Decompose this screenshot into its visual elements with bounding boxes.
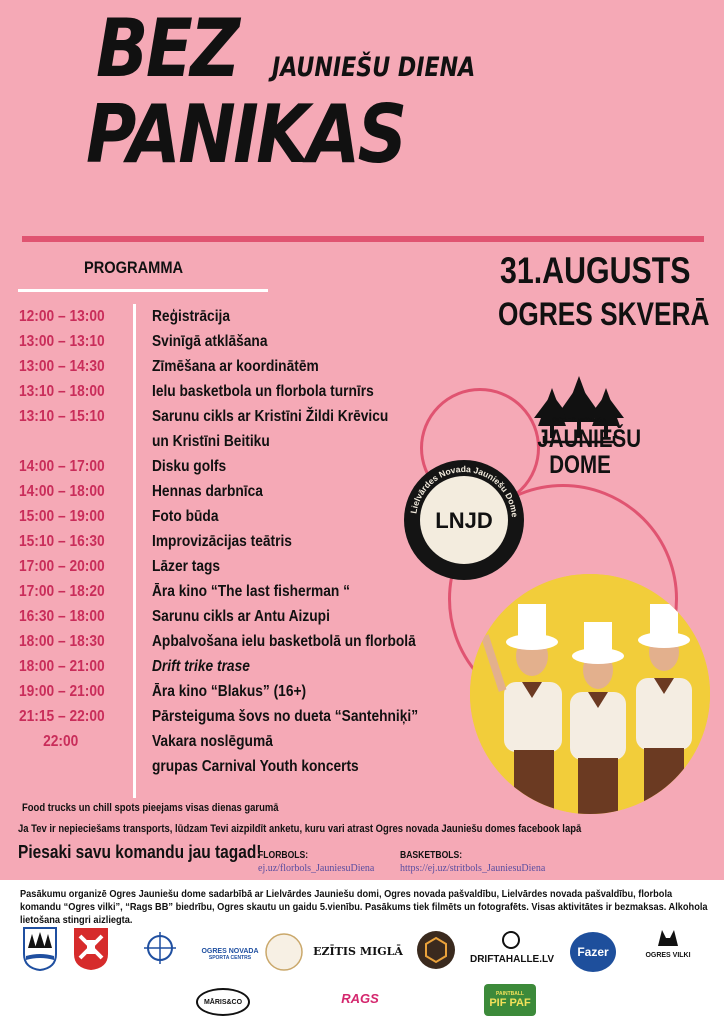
skull-icon <box>500 930 522 952</box>
footer <box>0 880 724 1024</box>
program-activity: Āra kino “Blakus” (16+) <box>152 683 307 700</box>
fazer-logo: Fazer <box>570 932 616 972</box>
program-activity: Foto būda <box>152 508 219 525</box>
spacer <box>19 429 114 454</box>
program-activity: Apbalvošana ielu basketbolā un florbolā <box>152 633 416 650</box>
lnjd-inner <box>420 476 508 564</box>
program-time: 17:00 – 18:20 <box>19 583 105 600</box>
program-time: 15:10 – 16:30 <box>19 533 105 550</box>
program-divider <box>133 304 136 798</box>
program-activity: Lāzer tags <box>152 558 221 575</box>
basketbols-link[interactable]: https://ej.uz/stritbols_JauniesuDiena <box>400 863 546 874</box>
jauniesu-dome-sub: OGRES NOVADA <box>552 418 607 424</box>
sporta-centrs-logo <box>200 938 260 970</box>
lese-logo <box>416 930 456 970</box>
signup-cta: Piesaki savu komandu jau tagad! <box>18 842 262 862</box>
organizers-text: Pasākumu organizē Ogres Jauniešu dome sadarbībā ar Lielvārdes Jauniešu domi, Ogres novada pašvaldību, Lielvārdes novada pašvaldību, florbola komandu “Ogres vilki”, “Rags BB” biedrību, Ogres skautu un gaidu 5.vienību. Pasākums tiek filmēts un fotografēts. Visas aktivitātes ir bezmaksas. Alkoholа lietošana stingri aizliegta. <box>20 888 708 926</box>
jauniesu-dome-title-1: JAUNIEŠU <box>537 425 642 453</box>
event-date: 31.AUGUSTS <box>500 250 691 291</box>
jauniesu-dome-title <box>537 425 642 479</box>
ezitis-migla-logo <box>313 942 403 960</box>
program-activity: Drift trike trase <box>152 658 250 675</box>
program-heading: PROGRAMMA <box>84 258 184 277</box>
lnjd-text: LNJD <box>435 508 493 533</box>
program-time: 17:00 – 20:00 <box>19 558 105 575</box>
title-panikas: PANIKAS <box>86 88 405 181</box>
program-activity: Sarunu cikls ar Kristīni Žildi Krēvicu <box>152 408 389 425</box>
lnjd-badge <box>404 460 524 580</box>
transport-note: Ja Tev ir nepieciešams transports, lūdzam Tevi aizpildīt anketu, kuru vari atrast Ogres novada Jauniešu domes facebook lapā <box>18 823 582 835</box>
jauniesu-dome-title-2: DOME <box>549 451 611 479</box>
program-activity: Disku golfs <box>152 458 227 475</box>
title-subtitle: JAUNIEŠU DIENA <box>272 52 476 83</box>
lnjd-ring-text: Lielvārdes Novada Jauniešu Dome <box>408 463 520 518</box>
program-activity: Zīmēšana ar koordinātēm <box>152 358 319 375</box>
program-time: 13:10 – 18:00 <box>19 383 105 400</box>
program-time: 14:00 – 18:00 <box>19 483 105 500</box>
band-illustration <box>470 574 710 814</box>
program-heading-rule <box>18 289 268 292</box>
program-activity: Sarunu cikls ar Antu Aizupi <box>152 608 330 625</box>
sporta-centrs-line2: SPORTA CENTRS <box>208 954 252 961</box>
program-activity: Pārsteiguma šovs no dueta “Santehniķi” <box>152 708 419 725</box>
lielvarde-coat-of-arms-icon <box>72 926 110 972</box>
ogres-vilki-logo: OGRES VILKI <box>645 951 691 959</box>
program-time: 12:00 – 13:00 <box>19 308 105 325</box>
program-time: 22:00 <box>43 733 79 750</box>
pif-paf-text: PIF PAF <box>489 997 531 1009</box>
program-activity: Reģistrācija <box>152 308 231 325</box>
pif-paf-top: PAINTBALL <box>496 991 524 997</box>
florbols-label: FLORBOLS: <box>258 850 309 861</box>
program-activity-cont: grupas Carnival Youth koncerts <box>152 758 359 775</box>
top-divider <box>22 236 704 242</box>
program-activity-cont: un Kristīni Beitiku <box>152 433 270 450</box>
wolf-icon <box>654 926 682 948</box>
pif-paf-logo <box>484 984 536 1016</box>
program-activity: Āra kino “The last fisherman “ <box>152 583 351 600</box>
program-time: 21:15 – 22:00 <box>19 708 105 725</box>
band-photo <box>470 574 710 814</box>
program-time: 18:00 – 18:30 <box>19 633 105 650</box>
florbols-link[interactable]: ej.uz/florbols_JauniesuDiena <box>258 863 375 874</box>
program-time: 13:00 – 13:10 <box>19 333 105 350</box>
event-place: OGRES SKVERĀ <box>498 296 710 332</box>
rags-logo: RAGS <box>341 990 379 1006</box>
program-time: 18:00 – 21:00 <box>19 658 105 675</box>
food-note: Food trucks un chill spots pieejams visas dienas garumā <box>22 802 279 814</box>
sporta-centrs-line1: OGRES NOVADA <box>201 947 259 955</box>
driftahalle-logo: DRIFTAHALLE.LV <box>469 953 555 965</box>
compass-icon <box>138 930 182 970</box>
program-times <box>19 304 129 754</box>
basketbols-label: BASKETBOLS: <box>400 850 463 861</box>
migla-text: MIGLĀ <box>359 944 403 958</box>
program-activity: Ielu basketbola un florbola turnīrs <box>152 383 374 400</box>
program-activity: Svinīgā atklāšana <box>152 333 268 350</box>
program-activity: Vakara noslēgumā <box>152 733 273 750</box>
program-activity: Hennas darbnīca <box>152 483 263 500</box>
program-time: 14:00 – 17:00 <box>19 458 105 475</box>
program-time: 19:00 – 21:00 <box>19 683 105 700</box>
program-time: 15:00 – 19:00 <box>19 508 105 525</box>
maris-co-logo: MĀRIS&CO <box>196 988 250 1016</box>
round-emblem-icon <box>264 932 304 972</box>
program-activity: Improvizācijas teātris <box>152 533 292 550</box>
title-bez: BEZ <box>96 2 238 95</box>
program-time: 13:00 – 14:30 <box>19 358 105 375</box>
ogre-coat-of-arms-icon <box>22 926 58 972</box>
program-time: 16:30 – 18:00 <box>19 608 105 625</box>
ezitis-text: EZĪTIS <box>313 944 356 958</box>
program-time: 13:10 – 15:10 <box>19 408 105 425</box>
